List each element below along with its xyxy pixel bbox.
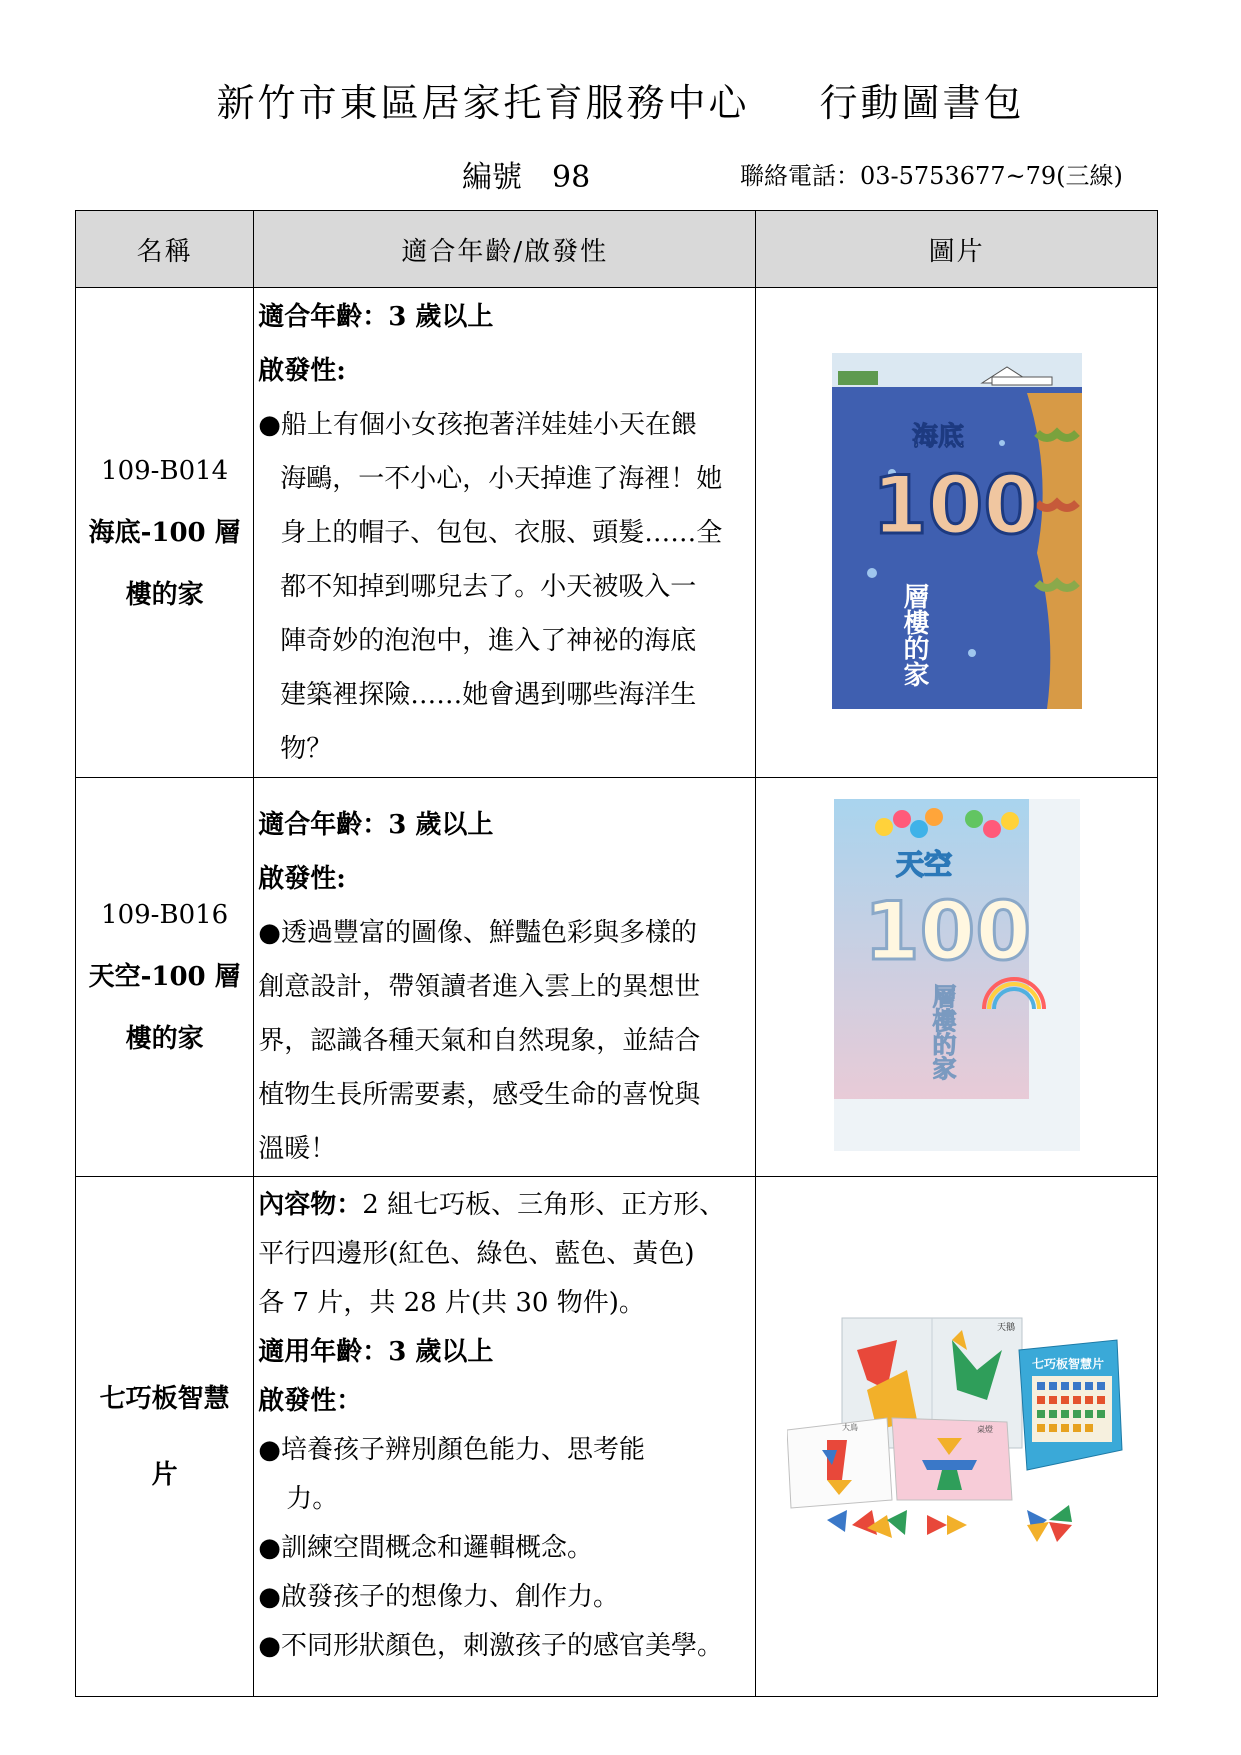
inspiration-label: 啟發性:: [258, 864, 346, 894]
cover-title-number: 100: [863, 885, 1031, 978]
desc-line: 溫暖！: [258, 1134, 337, 1164]
table-row: [76, 288, 1158, 778]
bullet-line: ●訓練空間概念和邏輯概念。: [258, 1533, 593, 1563]
item-name-cell: [76, 288, 254, 778]
bullet-line: ●培養孩子辨別顏色能力、思考能: [258, 1435, 645, 1465]
desc-line: ●船上有個小女孩抱著洋娃娃小天在餵: [258, 410, 697, 440]
item-name-line1: 七巧板智慧: [99, 1383, 230, 1414]
content-line: 平行四邊形(紅色、綠色、藍色、黃色): [258, 1239, 695, 1269]
card-label: 桌燈: [976, 1424, 993, 1434]
desc-line: 物？: [280, 734, 333, 764]
desc-line: 陣奇妙的泡泡中，進入了神祕的海底: [280, 626, 697, 656]
age-label: 適用年齡：: [258, 1337, 389, 1367]
table-header-row: [76, 211, 1158, 288]
cover-title-top: 海底: [911, 421, 964, 452]
cover-title-bottom: 層樓的家: [898, 582, 929, 687]
content-label: 內容物：: [258, 1190, 363, 1220]
number-block: [462, 152, 590, 196]
cover-title-top: 天空: [895, 848, 952, 881]
bullet-line: 力。: [286, 1484, 339, 1514]
item-code: 109-B016: [101, 900, 229, 930]
item-name-cell: [76, 778, 254, 1177]
page-title: [0, 72, 1241, 127]
number-value: 98: [552, 160, 591, 195]
cover-title-bottom: 層樓的家: [927, 984, 956, 1080]
number-label: 編號: [462, 160, 522, 195]
desc-line: 都不知掉到哪兒去了。小天被吸入一: [280, 572, 697, 602]
desc-line: 植物生長所需要素，感受生命的喜悅與: [258, 1080, 701, 1110]
item-desc-cell: [254, 778, 756, 1177]
item-picture-cell: [756, 288, 1158, 778]
age-label: 適合年齡：: [258, 302, 389, 332]
center-name: 新竹市東區居家托育服務中心: [216, 81, 750, 125]
age-value: 3 歲以上: [388, 1337, 494, 1367]
age-label: 適合年齡：: [258, 810, 389, 840]
desc-line: 界，認識各種天氣和自然現象，並結合: [258, 1026, 701, 1056]
subheader: [0, 152, 1241, 195]
column-header-name: 名稱: [76, 211, 254, 288]
age-value: 3 歲以上: [388, 810, 494, 840]
phone-number: 聯絡電話：03-5753677~79(三線): [740, 162, 1123, 190]
content-line: 2 組七巧板、三角形、正方形、: [362, 1190, 726, 1220]
inspiration-label: 啟發性:: [258, 356, 346, 386]
column-header-age: 適合年齡/啟發性: [254, 211, 756, 288]
item-desc-cell: [254, 1177, 756, 1697]
item-desc-cell: [254, 288, 756, 778]
desc-line: 創意設計，帶領讀者進入雲上的異想世: [258, 972, 701, 1002]
item-code: 109-B014: [101, 455, 229, 486]
book-cover-sky: [834, 799, 1080, 1151]
table-row: [76, 778, 1158, 1177]
column-header-picture: 圖片: [756, 211, 1158, 288]
book-table: [75, 210, 1158, 1697]
bullet-line: ●啟發孩子的想像力、創作力。: [258, 1582, 619, 1612]
table-row: [76, 1177, 1158, 1697]
desc-line: 建築裡探險……她會遇到哪些海洋生: [280, 680, 697, 710]
item-picture-cell: [756, 1177, 1158, 1697]
item-picture-cell: [756, 778, 1158, 1177]
item-name-line2: 樓的家: [125, 1024, 204, 1054]
desc-line: 海鷗，一不小心，小天掉進了海裡！她: [280, 464, 723, 494]
card-label: 大鳥: [841, 1422, 858, 1432]
box-title: 七巧板智慧片: [1031, 1356, 1104, 1371]
content-line: 各 7 片，共 28 片(共 30 物件)。: [258, 1288, 645, 1318]
inspiration-label: 啟發性：: [258, 1386, 363, 1416]
item-name-line2: 片: [151, 1459, 178, 1490]
desc-line: ●透過豐富的圖像、鮮豔色彩與多樣的: [258, 918, 697, 948]
item-name-line1: 天空-100 層: [88, 962, 241, 992]
tangram-product-photo: [787, 1310, 1127, 1560]
bag-title: 行動圖書包: [819, 81, 1025, 125]
book-cover-sea: [832, 353, 1082, 709]
bullet-line: ●不同形狀顏色，刺激孩子的感官美學。: [258, 1631, 723, 1661]
item-name-line2: 樓的家: [125, 579, 204, 610]
desc-line: 身上的帽子、包包、衣服、頭髮……全: [280, 518, 723, 548]
age-value: 3 歲以上: [388, 302, 494, 332]
cover-title-number: 100: [871, 458, 1039, 552]
item-name-line1: 海底-100 層: [88, 517, 241, 548]
item-name-cell: [76, 1177, 254, 1697]
card-label: 天鵝: [996, 1322, 1015, 1333]
